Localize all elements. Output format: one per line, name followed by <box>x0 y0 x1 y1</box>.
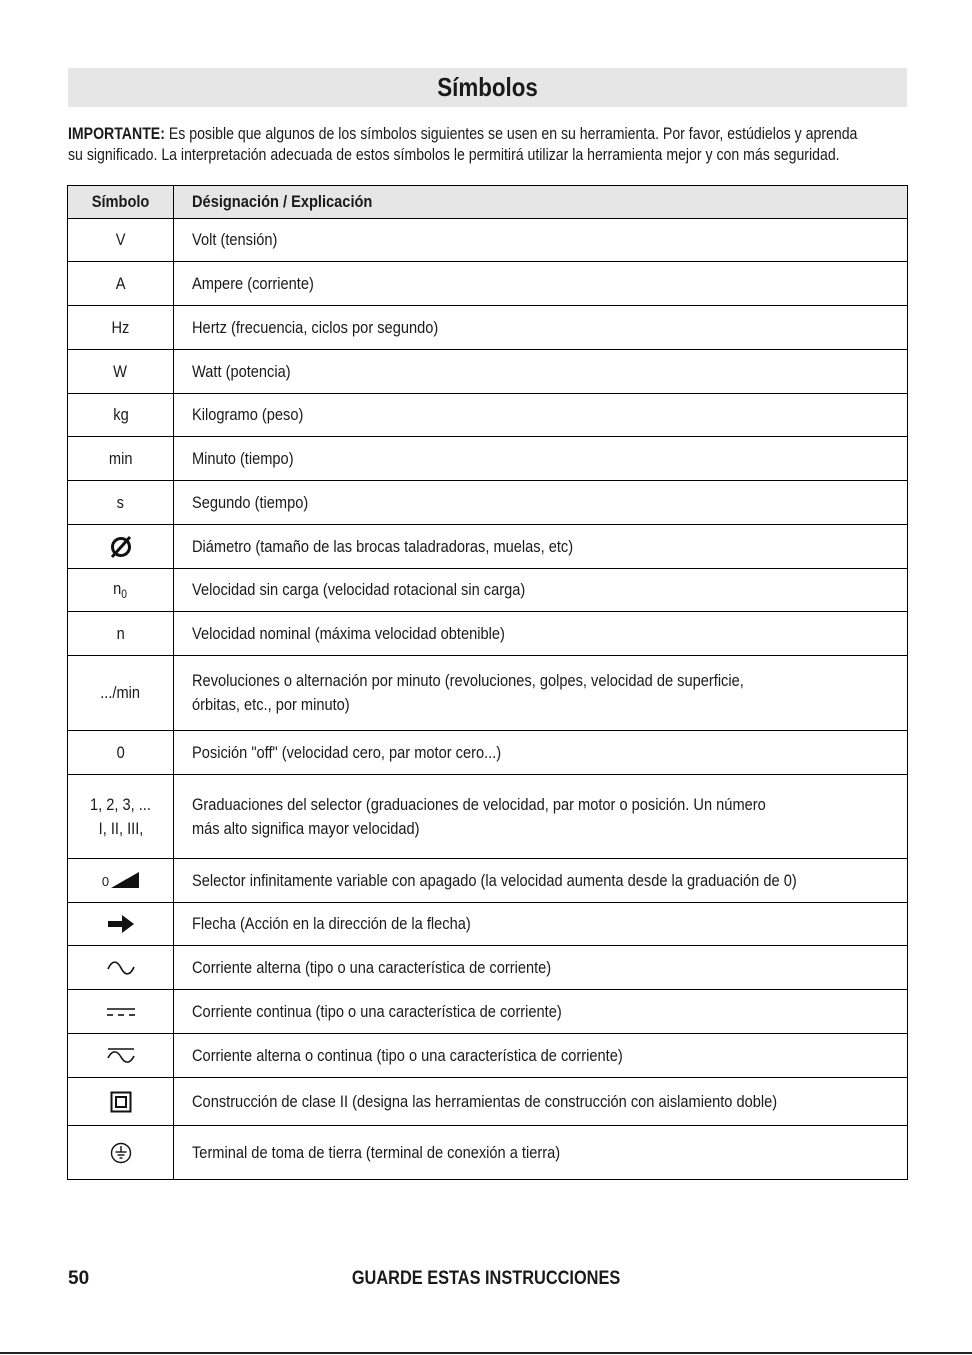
table-row <box>68 775 908 859</box>
table-row <box>68 481 908 525</box>
desc-cell: Revoluciones o alternación por minuto (revoluciones, golpes, velocidad de superficie, órbitas, etc., por minuto) <box>174 656 908 731</box>
desc-cell: Hertz (frecuencia, ciclos por segundo) <box>174 306 908 350</box>
symbols-table <box>67 185 908 1180</box>
table-row <box>68 437 908 481</box>
desc-cell: Graduaciones del selector (graduaciones de velocidad, par motor o posición. Un número más alto significa mayor velocidad) <box>174 775 908 859</box>
desc-cell: Terminal de toma de tierra (terminal de conexión a tierra) <box>174 1126 908 1180</box>
desc-cell: Corriente continua (tipo o una característica de corriente) <box>174 990 908 1034</box>
desc-cell: Segundo (tiempo) <box>174 481 908 525</box>
symbol-cell: $n_0$ <box>68 569 174 612</box>
bottom-rule <box>0 1352 972 1354</box>
desc-cell: Corriente alterna (tipo o una característica de corriente) <box>174 946 908 990</box>
double-insulation-icon <box>110 1091 132 1113</box>
table-row <box>68 262 908 306</box>
table-row <box>68 569 908 612</box>
symbol-cell <box>68 903 174 946</box>
table-row <box>68 990 908 1034</box>
symbol-cell: n <box>68 612 174 656</box>
table-row <box>68 1126 908 1180</box>
table-row <box>68 350 908 394</box>
table-row <box>68 525 908 569</box>
table-row <box>68 612 908 656</box>
intro-line-1 <box>68 124 858 145</box>
symbol-cell: 1, 2, 3, ... I, II, III, <box>68 775 174 859</box>
intro-paragraph <box>68 124 928 166</box>
table-row <box>68 306 908 350</box>
symbol-cell: s <box>68 481 174 525</box>
symbol-cell: A <box>68 262 174 306</box>
desc-cell: Flecha (Acción en la dirección de la flecha) <box>174 903 908 946</box>
desc-cell: Ampere (corriente) <box>174 262 908 306</box>
header-designation: Désignación / Explicación <box>174 186 908 219</box>
earth-ground-icon <box>110 1142 132 1164</box>
desc-cell: Construcción de clase II (designa las herramientas de construcción con aislamiento doble) <box>174 1078 908 1126</box>
desc-cell: Posición "off" (velocidad cero, par motor cero...) <box>174 731 908 775</box>
symbol-cell: Hz <box>68 306 174 350</box>
desc-cell: Volt (tensión) <box>174 219 908 262</box>
table-row <box>68 1078 908 1126</box>
zero-label: 0 <box>101 873 110 889</box>
arrow-right-icon <box>106 914 136 934</box>
table-row <box>68 731 908 775</box>
symbol-cell: min <box>68 437 174 481</box>
header-symbol: Símbolo <box>68 186 174 219</box>
table-row <box>68 219 908 262</box>
desc-cell: Diámetro (tamaño de las brocas taladradoras, muelas, etc) <box>174 525 908 569</box>
symbol-cell <box>68 990 174 1034</box>
symbol-cell <box>68 946 174 990</box>
page-number: 50 <box>68 1268 90 1289</box>
intro-text-1: Es posible que algunos de los símbolos siguientes se usen en su herramienta. Por favor, estúdielos y aprenda <box>168 125 858 143</box>
variable-speed-wedge-icon <box>111 872 139 888</box>
desc-cell: Selector infinitamente variable con apagado (la velocidad aumenta desde la graduación de 0) <box>174 859 908 903</box>
alternating-current-icon <box>106 959 136 977</box>
intro-line-2: su significado. La interpretación adecuada de estos símbolos le permitirá utilizar la herramienta mejor y con más seguridad. <box>68 146 840 164</box>
table-row <box>68 946 908 990</box>
symbol-cell <box>68 1034 174 1078</box>
table-row <box>68 859 908 903</box>
symbol-cell <box>68 525 174 569</box>
table-row <box>68 656 908 731</box>
intro-label: IMPORTANTE: <box>68 125 165 143</box>
desc-cell: Kilogramo (peso) <box>174 394 908 437</box>
desc-cell: Velocidad nominal (máxima velocidad obtenible) <box>174 612 908 656</box>
symbol-cell: V <box>68 219 174 262</box>
symbol-cell: 0 <box>68 731 174 775</box>
footer-text: GUARDE ESTAS INSTRUCCIONES <box>351 1268 621 1289</box>
desc-cell: Corriente alterna o continua (tipo o una característica de corriente) <box>174 1034 908 1078</box>
desc-cell: Watt (potencia) <box>174 350 908 394</box>
symbol-cell <box>68 1126 174 1180</box>
symbol-cell: .../min <box>68 656 174 731</box>
symbol-cell: kg <box>68 394 174 437</box>
diameter-icon <box>108 534 134 560</box>
table-row <box>68 1034 908 1078</box>
table-header-row <box>68 186 908 219</box>
title-bar <box>68 68 907 107</box>
direct-current-icon <box>105 1005 137 1019</box>
desc-cell: Minuto (tiempo) <box>174 437 908 481</box>
page-title: Símbolos <box>437 72 538 102</box>
ac-dc-current-icon <box>106 1046 136 1066</box>
table-row <box>68 903 908 946</box>
symbol-cell: W <box>68 350 174 394</box>
symbol-cell <box>68 1078 174 1126</box>
symbol-cell <box>68 859 174 903</box>
table-row <box>68 394 908 437</box>
desc-cell: Velocidad sin carga (velocidad rotacional sin carga) <box>174 569 908 612</box>
